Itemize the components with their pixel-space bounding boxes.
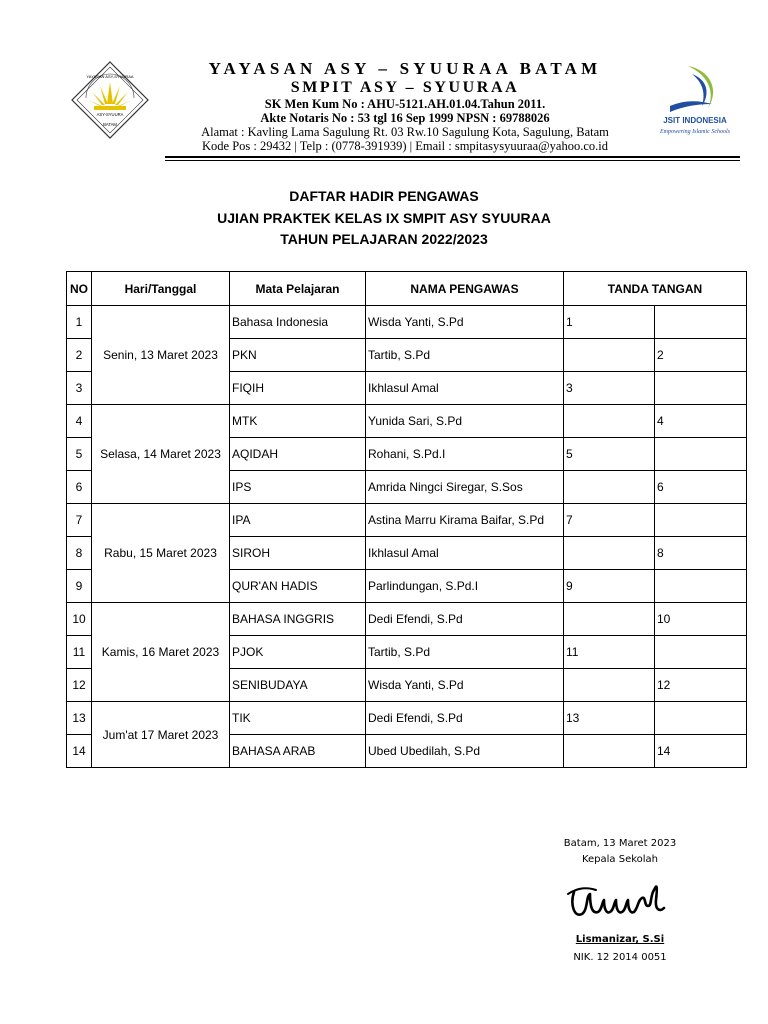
signature-cell-left: 5 (564, 438, 655, 471)
subject-cell: FIQIH (230, 372, 366, 405)
row-number: 5 (67, 438, 92, 471)
table-row (67, 603, 747, 636)
row-number: 10 (67, 603, 92, 636)
supervisor-cell: Yunida Sari, S.Pd (366, 405, 564, 438)
signature-cell-right: 2 (655, 339, 747, 372)
header-subject: Mata Pelajaran (230, 272, 366, 306)
day-cell: Selasa, 14 Maret 2023 (92, 405, 230, 504)
subject-cell: Bahasa Indonesia (230, 306, 366, 339)
signature-cell-left (564, 471, 655, 504)
subject-cell: SIROH (230, 537, 366, 570)
title-line-3: TAHUN PELAJARAN 2022/2023 (280, 231, 488, 247)
school-address: Alamat : Kavling Lama Sagulung Rt. 03 Rw.10 Sagulung Kota, Sagulung, Batam (201, 125, 609, 139)
header-no: NO (67, 272, 92, 306)
supervisor-cell: Tartib, S.Pd (366, 339, 564, 372)
signature-cell-right (655, 636, 747, 669)
signature-cell-left: 3 (564, 372, 655, 405)
row-number: 13 (67, 702, 92, 735)
signature-cell-right: 10 (655, 603, 747, 636)
signature-cell-right: 8 (655, 537, 747, 570)
subject-cell: BAHASA ARAB (230, 735, 366, 768)
letterhead-rule (165, 156, 740, 158)
letterhead-rule-thin (165, 160, 740, 161)
svg-text:YAYASAN ASY-SYUURAA: YAYASAN ASY-SYUURAA (86, 74, 134, 79)
signature-cell-right (655, 570, 747, 603)
svg-text:ASY-SYUURA: ASY-SYUURA (96, 112, 124, 117)
header-supervisor: NAMA PENGAWAS (366, 272, 564, 306)
school-contact: Kode Pos : 29432 | Telp : (0778-391939) | Email : smpitasysyuuraa@yahoo.co.id (202, 139, 608, 153)
supervisor-cell: Ubed Ubedilah, S.Pd (366, 735, 564, 768)
subject-cell: MTK (230, 405, 366, 438)
row-number: 12 (67, 669, 92, 702)
supervisor-cell: Ikhlasul Amal (366, 372, 564, 405)
signature-cell-left: 1 (564, 306, 655, 339)
row-number: 14 (67, 735, 92, 768)
supervisor-cell: Dedi Efendi, S.Pd (366, 603, 564, 636)
signature-cell-left: 11 (564, 636, 655, 669)
signature-cell-right: 6 (655, 471, 747, 504)
row-number: 6 (67, 471, 92, 504)
supervisor-cell: Rohani, S.Pd.I (366, 438, 564, 471)
signature-cell-left (564, 405, 655, 438)
subject-cell: AQIDAH (230, 438, 366, 471)
row-number: 11 (67, 636, 92, 669)
row-number: 9 (67, 570, 92, 603)
row-number: 7 (67, 504, 92, 537)
header-day: Hari/Tanggal (92, 272, 230, 306)
subject-cell: IPS (230, 471, 366, 504)
signature-cell-left (564, 537, 655, 570)
signature-cell-left: 9 (564, 570, 655, 603)
sk-number: SK Men Kum No : AHU-5121.AH.01.04.Tahun 2011. (264, 97, 546, 111)
signature-cell-right (655, 702, 747, 735)
supervisor-cell: Ikhlasul Amal (366, 537, 564, 570)
day-cell: Jum'at 17 Maret 2023 (92, 702, 230, 768)
signature-cell-right: 14 (655, 735, 747, 768)
signature-cell-right (655, 438, 747, 471)
table-header-row (67, 272, 747, 306)
row-number: 4 (67, 405, 92, 438)
subject-cell: SENIBUDAYA (230, 669, 366, 702)
jsit-indonesia-logo (650, 60, 740, 140)
table-row (67, 504, 747, 537)
subject-cell: QUR'AN HADIS (230, 570, 366, 603)
svg-text:JSIT INDONESIA: JSIT INDONESIA (663, 116, 727, 125)
foundation-name: YAYASAN ASY – SYUURAA BATAM (208, 59, 602, 78)
signature-cell-left (564, 735, 655, 768)
school-name: SMPIT ASY – SYUURAA (290, 79, 520, 96)
supervisor-cell: Parlindungan, S.Pd.I (366, 570, 564, 603)
svg-text:BATAM: BATAM (103, 122, 117, 127)
signer-role: Kepala Sekolah (581, 854, 659, 865)
document-title (0, 186, 768, 251)
subject-cell: BAHASA INGGRIS (230, 603, 366, 636)
signer-name: Lismanizar, S.Si (575, 934, 665, 945)
row-number: 8 (67, 537, 92, 570)
signature-cell-left (564, 669, 655, 702)
subject-cell: TIK (230, 702, 366, 735)
signature-cell-right (655, 372, 747, 405)
day-cell: Senin, 13 Maret 2023 (92, 306, 230, 405)
supervisor-cell: Dedi Efendi, S.Pd (366, 702, 564, 735)
row-number: 1 (67, 306, 92, 339)
signer-nik: NIK. 12 2014 0051 (573, 952, 667, 963)
supervisor-cell: Amrida Ningci Siregar, S.Sos (366, 471, 564, 504)
handwritten-signature (560, 870, 680, 926)
yayasan-seal-logo (70, 60, 150, 140)
signature-cell-right: 12 (655, 669, 747, 702)
header-signature: TANDA TANGAN (564, 272, 747, 306)
signature-cell-right (655, 504, 747, 537)
signature-cell-left (564, 339, 655, 372)
row-number: 2 (67, 339, 92, 372)
signature-cell-right: 4 (655, 405, 747, 438)
attendance-table (66, 271, 747, 768)
day-cell: Rabu, 15 Maret 2023 (92, 504, 230, 603)
signature-cell-left (564, 603, 655, 636)
title-line-1: DAFTAR HADIR PENGAWAS (289, 188, 479, 204)
title-line-2: UJIAN PRAKTEK KELAS IX SMPIT ASY SYUURAA (217, 209, 551, 226)
place-date: Batam, 13 Maret 2023 (563, 838, 677, 849)
subject-cell: PKN (230, 339, 366, 372)
svg-text:Empowering Islamic Schools: Empowering Islamic Schools (660, 129, 730, 135)
supervisor-cell: Wisda Yanti, S.Pd (366, 669, 564, 702)
signature-cell-left: 13 (564, 702, 655, 735)
signature-cell-right (655, 306, 747, 339)
day-cell: Kamis, 16 Maret 2023 (92, 603, 230, 702)
supervisor-cell: Wisda Yanti, S.Pd (366, 306, 564, 339)
akte-notaris: Akte Notaris No : 53 tgl 16 Sep 1999 NPSN : 69788026 (260, 111, 550, 125)
signature-cell-left: 7 (564, 504, 655, 537)
table-row (67, 405, 747, 438)
table-row (67, 702, 747, 735)
supervisor-cell: Astina Marru Kirama Baifar, S.Pd (366, 504, 564, 537)
row-number: 3 (67, 372, 92, 405)
subject-cell: IPA (230, 504, 366, 537)
subject-cell: PJOK (230, 636, 366, 669)
supervisor-cell: Tartib, S.Pd (366, 636, 564, 669)
table-row (67, 306, 747, 339)
